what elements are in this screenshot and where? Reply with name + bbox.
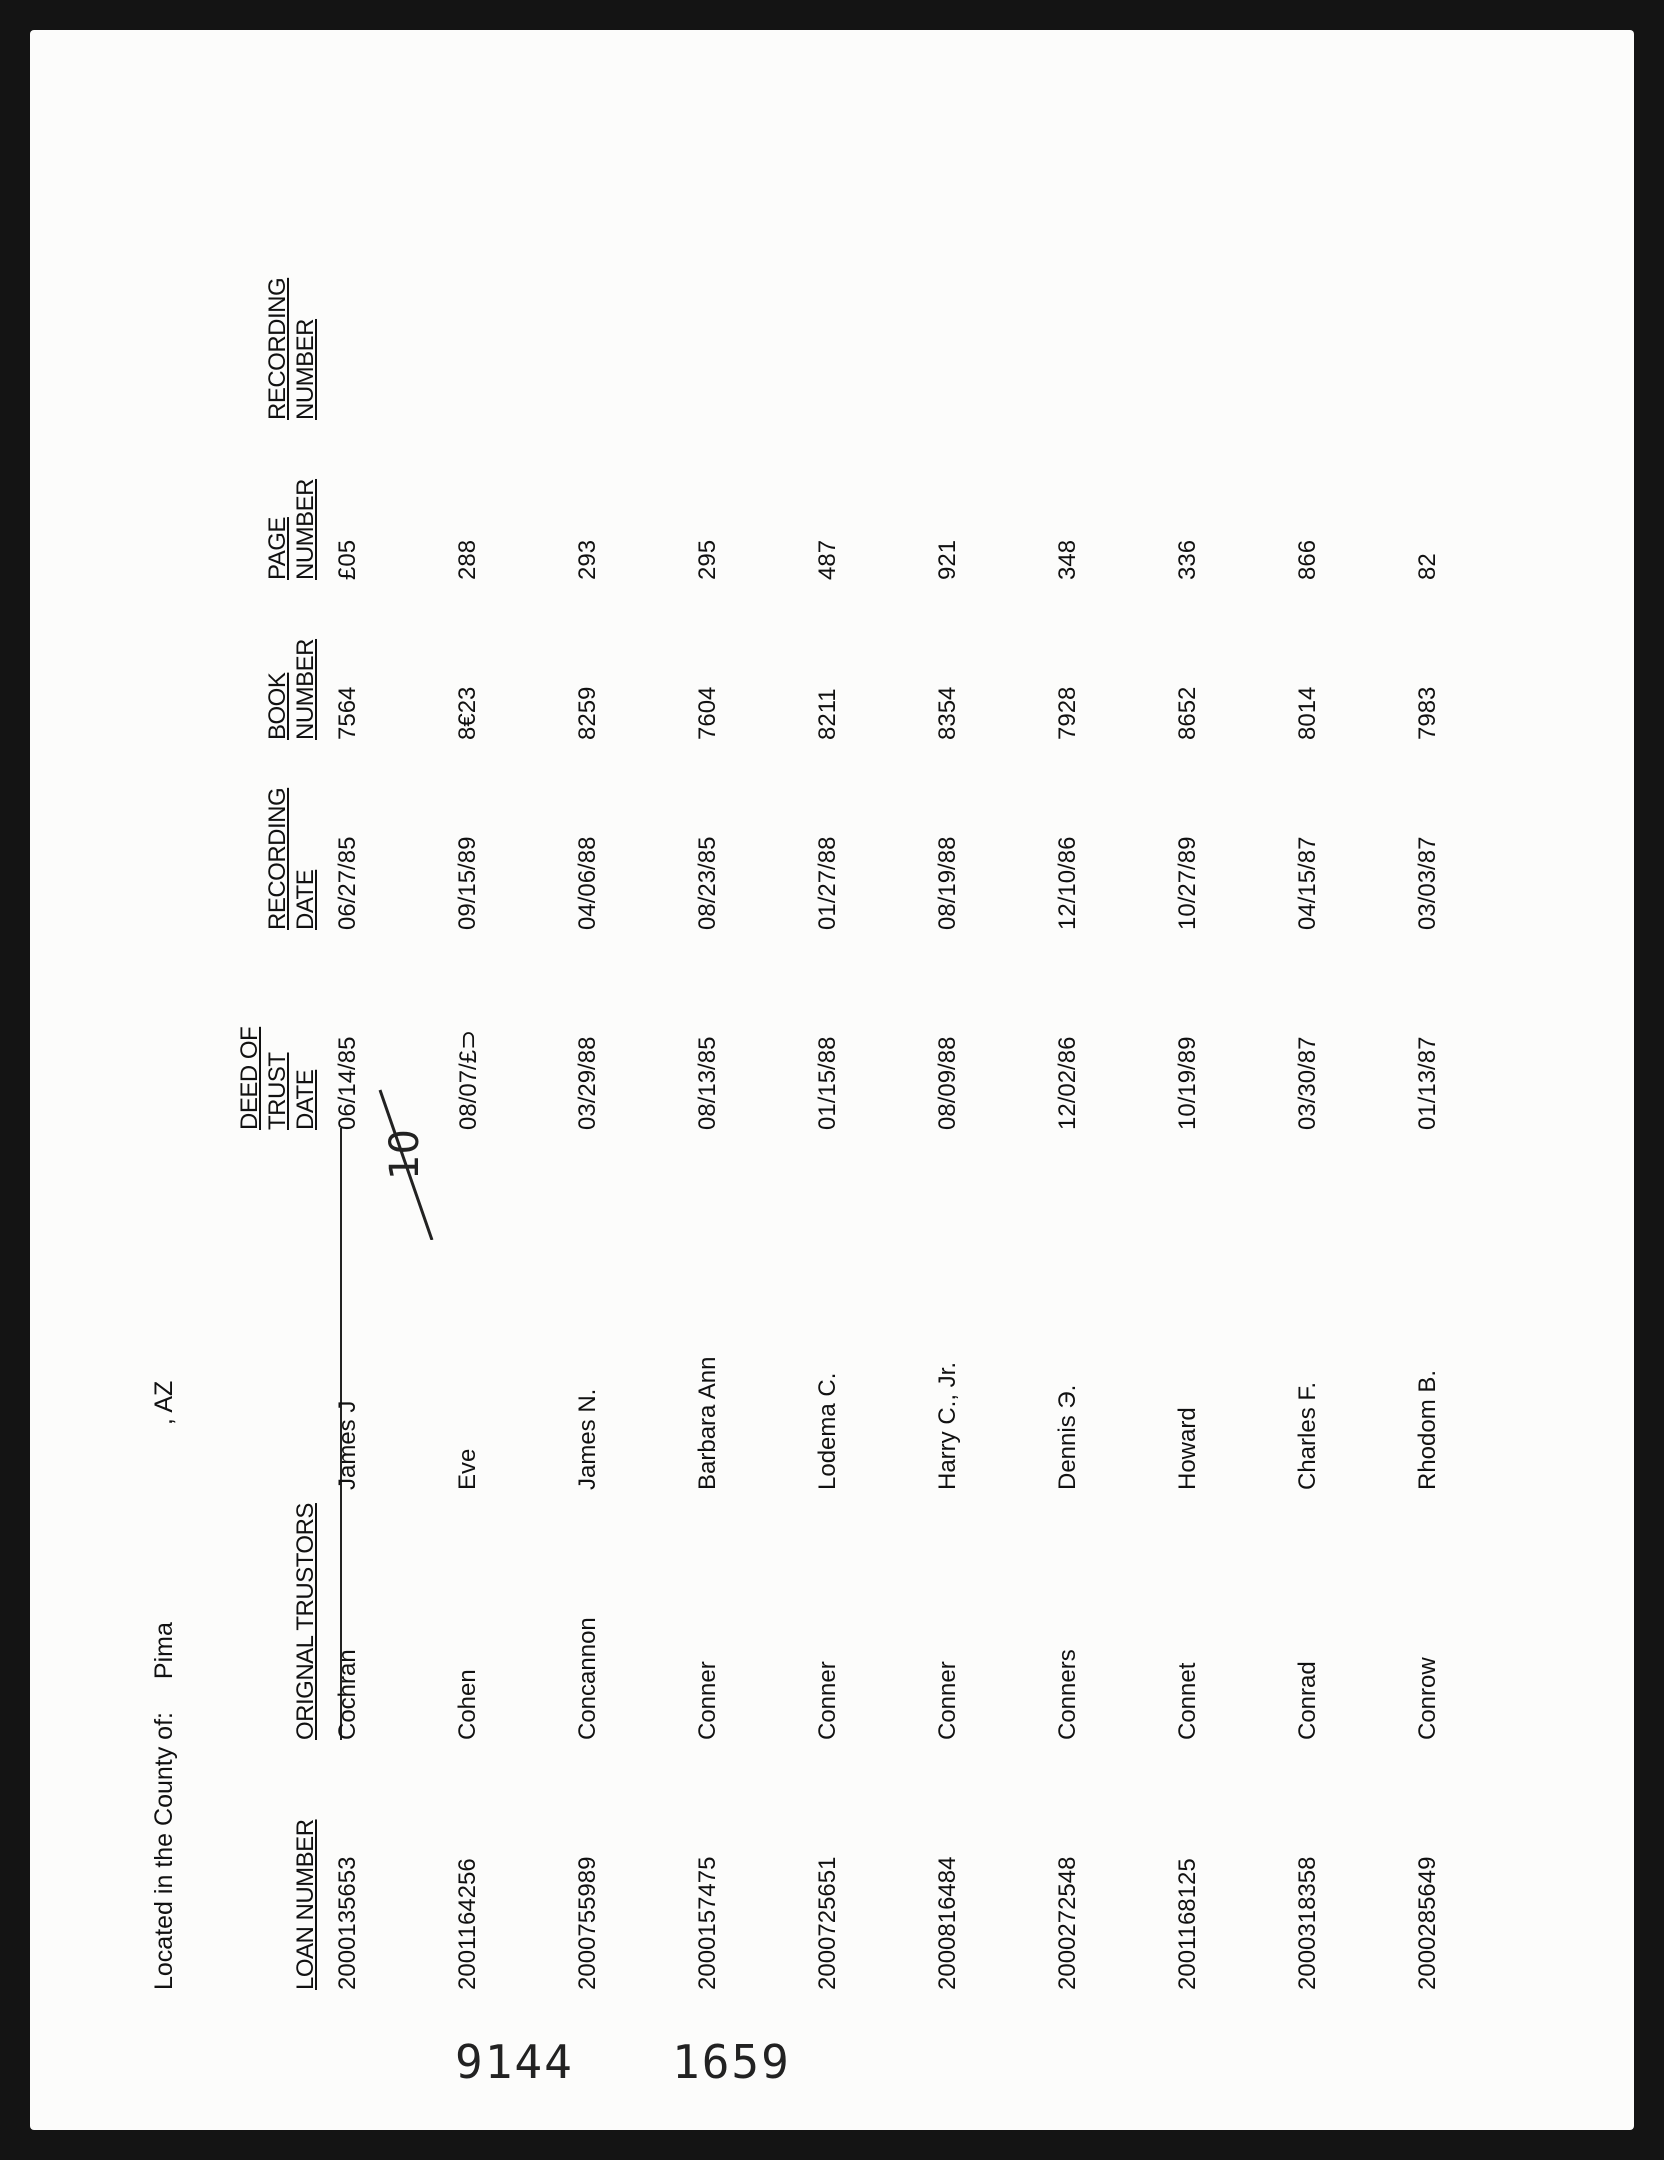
book-number: 8652 [1174,686,1201,740]
trustor-last: Conner [934,1661,961,1740]
deed-date: 08/13/85 [694,1036,721,1130]
table-row [560,170,680,2010]
col-deed-date: DEED OF TRUST DATE [236,1026,319,1130]
recording-date: 08/19/88 [934,836,961,930]
trustor-last: Conrad [1294,1661,1321,1740]
deed-date: 01/13/87 [1414,1036,1441,1130]
col-page-number: PAGE NUMBER [264,478,319,580]
trustor-last: Cochran [334,1649,361,1740]
page-number: 293 [574,539,601,580]
handwritten-mark-text: 10 [382,1129,428,1180]
page-number: 288 [454,539,481,580]
recording-date: 10/27/89 [1174,836,1201,930]
trustor-first: Barbara Ann [694,1356,721,1490]
trustor-last: Concannon [574,1617,601,1740]
book-number: 7928 [1054,686,1081,740]
recording-date: 08/23/85 [694,836,721,930]
page-number: £05 [334,539,361,580]
book-number: 8354 [934,686,961,740]
trustor-first: Howard [1174,1407,1201,1490]
handwritten-number-right: 1659 [672,2035,791,2089]
book-number: 8€23 [454,686,481,740]
deed-date: 08/07/£⊃ [455,1029,482,1130]
deed-date: 01/15/88 [814,1036,841,1130]
recording-date: 06/27/85 [334,836,361,930]
recording-date: 03/03/87 [1414,836,1441,930]
book-number: 8014 [1294,686,1321,740]
col-trustors: ORIGNAL TRUSTORS [292,1503,319,1740]
trustor-first: James N. [574,1388,601,1490]
recording-date: 04/15/87 [1294,836,1321,930]
trustor-first: Eve [454,1448,481,1490]
trustor-first: James J [334,1400,361,1490]
county-line [150,1381,179,1990]
trustor-last: Cohen [454,1669,481,1740]
table-row [440,170,560,2010]
county-name: Pima [150,1622,178,1680]
loan-number: 2000157475 [694,1856,721,1990]
trustor-last: Connet [1174,1662,1201,1740]
deed-date: 10/19/89 [1174,1036,1201,1130]
table-row [920,170,1040,2010]
loan-number: 2000285649 [1414,1856,1441,1990]
trustor-last: Conners [1054,1649,1081,1740]
deed-date: 06/14/85 [334,1036,361,1130]
trustor-first: Harry C., Jr. [934,1361,961,1490]
page-number: 82 [1414,553,1441,580]
trustor-last: Conner [814,1661,841,1740]
loan-number: 2000135653 [334,1856,361,1990]
rotated-document [150,170,1450,2010]
col-recording-number: RECORDING NUMBER [264,277,319,420]
recording-date: 04/06/88 [574,836,601,930]
page-number: 295 [694,539,721,580]
handwritten-margin-mark [370,1080,440,1240]
table-row [1040,170,1160,2010]
loan-number: 2000755989 [574,1856,601,1990]
recording-date: 09/15/89 [454,836,481,930]
county-label: Located in the County of: [150,1712,178,1990]
deed-date: 08/09/88 [934,1036,961,1130]
loan-number: 2000816484 [934,1856,961,1990]
table-row [1160,170,1280,2010]
table-row [1400,170,1520,2010]
book-number: 7604 [694,686,721,740]
col-loan-number: LOAN NUMBER [292,1819,319,1990]
trustor-first: Lodema C. [814,1372,841,1490]
book-number: 8259 [574,686,601,740]
book-number: 7983 [1414,686,1441,740]
trustor-last: Conrow [1414,1657,1441,1740]
table-row [680,170,800,2010]
trustor-first: Charles F. [1294,1381,1321,1490]
page-number: 921 [934,539,961,580]
deed-date: 03/29/88 [574,1036,601,1130]
page-number: 348 [1054,539,1081,580]
book-number: 8211 [814,688,841,740]
loan-number: 2000272548 [1054,1856,1081,1990]
recording-date: 01/27/88 [814,836,841,930]
state-label: , AZ [150,1380,178,1426]
page-number: 336 [1174,539,1201,580]
page-number: 487 [814,539,841,580]
loan-number: 2000725651 [814,1856,841,1990]
trustor-first: Dennis Э. [1054,1384,1081,1490]
deed-date: 03/30/87 [1294,1036,1321,1130]
loan-number: 2001168125 [1174,1858,1201,1990]
trustor-last: Conner [694,1661,721,1740]
table-header [230,170,320,2010]
col-book-number: BOOK NUMBER [264,638,319,740]
handwritten-number-left: 9144 [455,2035,574,2089]
book-number: 7564 [334,686,361,740]
page-number: 866 [1294,539,1321,580]
table-row [800,170,920,2010]
deed-date: 12/02/86 [1054,1036,1081,1130]
table-row [1280,170,1400,2010]
recording-date: 12/10/86 [1054,836,1081,930]
loan-number: 2001164256 [454,1858,481,1990]
loan-number: 2000318358 [1294,1856,1321,1990]
col-recording-date: RECORDING DATE [264,787,319,930]
trustor-first: Rhodom B. [1414,1369,1441,1490]
